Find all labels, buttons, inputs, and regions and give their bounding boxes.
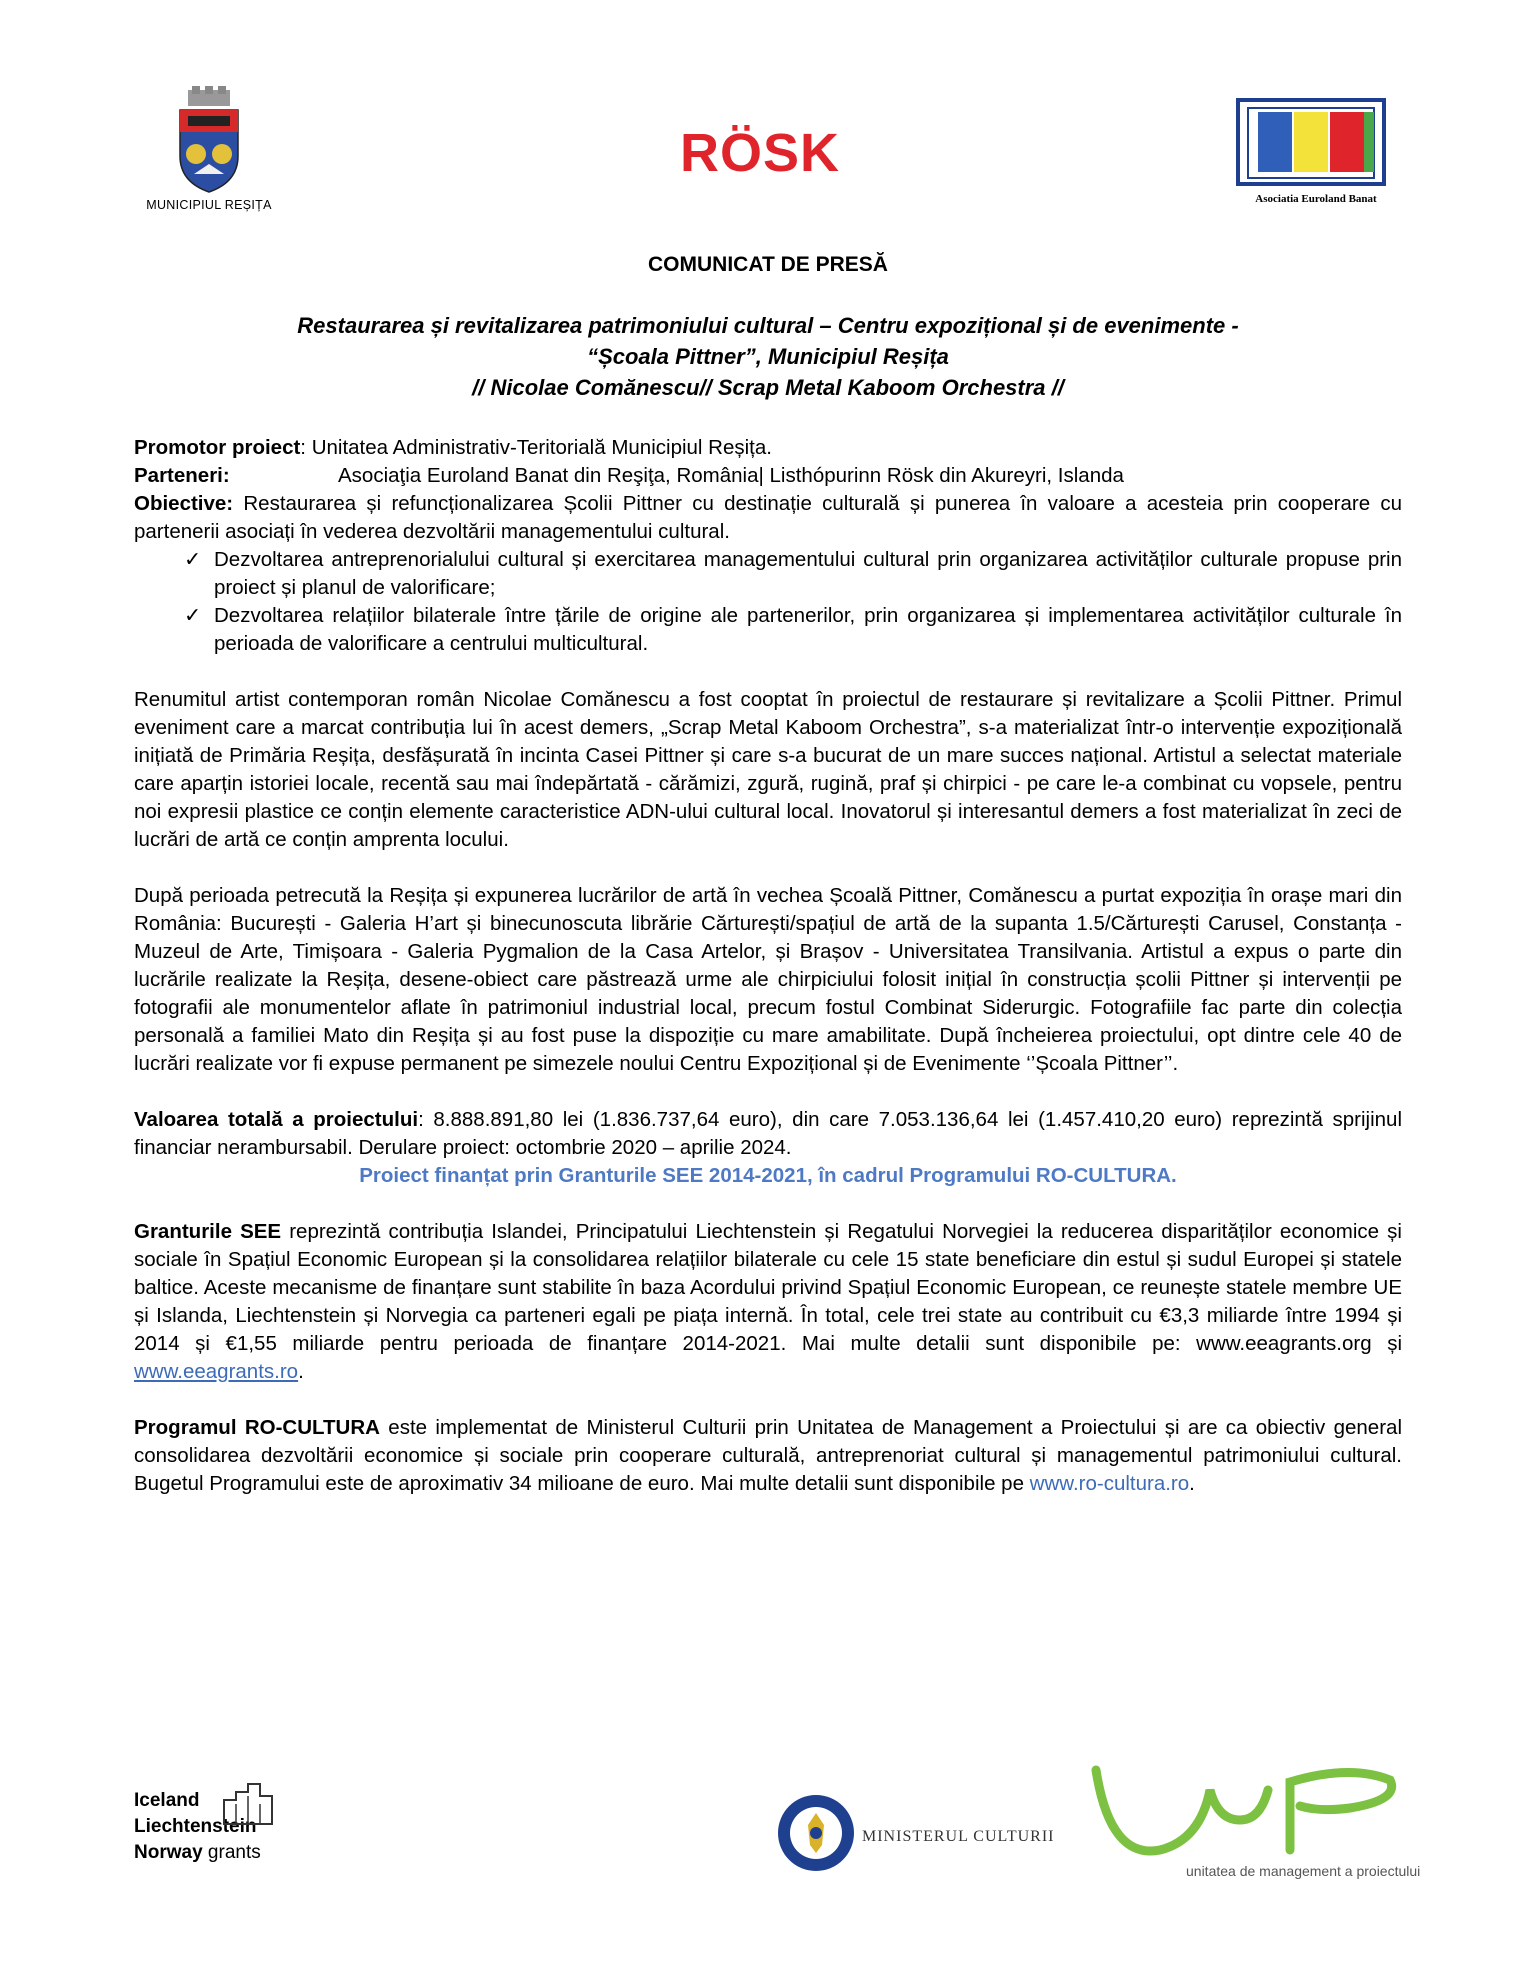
valoare-text: : 8.888.891,80 lei (1.836.737,64 euro), din care 7.053.136,64 lei (1.457.410,20 euro) reprezintă sprijinul financiar nerambursabil. Derulare proiect: octombrie 2020 – aprilie 2024.: [134, 1108, 1402, 1159]
grants-norway-word: Norway: [134, 1842, 203, 1863]
paragraph-ro-cultura: [134, 1414, 1402, 1498]
ro-cultura-text: este implementat de Ministerul Culturii prin Unitatea de Management a Proiectului și are ca obiectiv general consolidarea dezvoltării economice și sociale prin cooperare culturală, antreprenoriat cultural și managementul patrimoniului cultural. Bugetul Programului este de aproximativ 34 milioane de euro. Mai multe detalii sunt disponibile pe: [134, 1416, 1402, 1495]
eeagrants-link[interactable]: www.eeagrants.ro: [134, 1360, 299, 1383]
see-text: reprezintă contribuția Islandei, Principatului Liechtenstein și Regatului Norvegiei la reducerea disparităților economice și sociale în Spațiul Economic European și la consolidarea relațiilor bilaterale cu cele 15 state beneficiare din estul și sudul Europei și statele baltice. Aceste mecanisme de finanțare sunt stabilite în baza Acordului privind Spațiul Economic European, ce reunește statele membre UE și Islanda, Liechtenstein și Norvegia ca parteneri egali pe piața internă. În total, cele trei state au contribuit cu €3,3 miliarde între 1994 și 2014 și €1,55 miliarde pentru perioada de finanțare 2014-2021. Mai multe detalii sunt disponibile pe: www.eeagrants.org și: [134, 1220, 1402, 1355]
government-seal-icon: [776, 1793, 856, 1873]
euroland-logo-caption: Asociatia Euroland Banat: [1255, 193, 1377, 205]
euroland-banat-logo: [1236, 98, 1396, 205]
project-subtitle: [140, 310, 1396, 403]
ump-caption: unitatea de management a proiectului: [1186, 1863, 1421, 1879]
subtitle-line-3: // Nicolae Comănescu// Scrap Metal Kaboom Orchestra //: [472, 375, 1064, 400]
paragraph-artist: Renumitul artist contemporan român Nicolae Comănescu a fost cooptat în proiectul de restaurare și revitalizare a Școlii Pittner. Primul eveniment care a marcat contribuția lui în acest demers, „Scrap Metal Kaboom Orchestra”, s-a materializat într-o intervenție expozițională inițiată de Primăria Reșița, desfășurată în incinta Casei Pittner și care s-a bucurat de un mare succes național. Artistul a selectat materiale care aparțin istoriei locale, recentă sau mai îndepărtată - cărămizi, zgură, rugină, praf și chirpici - pe care le-a combinat cu vopsele, pentru noi expresii plastice ce conțin elemente caracteristice ADN-ului cultural local. Inovatorul și interesantul demers a fost materializat în zeci de lucrări de artă ce conțin amprenta locului.: [134, 688, 1402, 851]
subtitle-line-1: Restaurarea și revitalizarea patrimoniului cultural – Centru expozițional și de evenimente -: [297, 313, 1239, 338]
paragraph-see-grants: [134, 1218, 1402, 1386]
list-item: [184, 546, 1402, 602]
promotor-label: Promotor proiect: [134, 436, 301, 459]
list-item: [184, 602, 1402, 658]
promotor-text: : Unitatea Administrativ-Teritorială Municipiul Reșița.: [300, 436, 772, 459]
grants-line-norway: [134, 1840, 314, 1866]
objective-text: Dezvoltarea antreprenorialului cultural și exercitarea managementului cultural prin organizarea activităților culturale propuse prin proiect și planul de valorificare;: [214, 548, 1402, 599]
ro-cultura-label: Programul RO-CULTURA: [134, 1416, 380, 1439]
paragraph-value: [134, 1106, 1402, 1162]
paragraph-exhibitions: După perioada petrecută la Reșița și expunerea lucrărilor de artă în vechea Școală Pittner, Comănescu a purtat expoziția în orașe mari din România: București - Galeria H’art și binecunoscuta librărie Cărturești/spațiul de artă de la supanta 1.5/Cărturești Carusel, Constanța - Muzeul de Arte, Timișoara - Galeria Pygmalion de la Casa Artelor, și Brașov - Universitatea Transilvania. Artistul a expus o parte din lucrările realizate la Reșița, desene-obiect care păstrează urme ale chirpiciului folosit inițial în construcția școlii Pittner și intervenții pe fotografii ale monumentelor aflate în patrimoniul industrial local, precum fostul Combinat Siderurgic. Fotografiile fac parte din colecția personală a familiei Mato din Reșița și au fost puse la dispoziție cu mare amabilitate. După încheierea proiectului, opt dintre cele 40 de lucrări realizate vor fi expuse permanent pe simezele noului Centru Expozițional și de Evenimente ‘’Școala Pittner’’.: [134, 884, 1402, 1075]
ro-cultura-link[interactable]: www.ro-cultura.ro: [1029, 1472, 1190, 1495]
parteneri-text: Asociaţia Euroland Banat din Reşiţa, România| Listhópurinn Rösk din Akureyri, Islanda: [338, 464, 1124, 487]
objective-text: Dezvoltarea relațiilor bilaterale între țările de origine ale partenerilor, prin organizarea și implementarea activităților culturale în perioada de valorificare a centrului multicultural.: [214, 604, 1402, 655]
resita-coat-of-arms-icon: [174, 86, 244, 194]
checkmark-icon: ✓: [184, 604, 202, 627]
ro-cultura-end: .: [1189, 1472, 1195, 1495]
grants-line-liechtenstein: Liechtenstein: [134, 1816, 257, 1837]
obiective-line: [134, 490, 1402, 546]
norway-grants-logo: [134, 1788, 314, 1866]
ministerul-culturii-logo: [776, 1788, 1076, 1878]
parteneri-label: Parteneri:: [134, 464, 230, 487]
ump-swoosh-icon: [1090, 1760, 1410, 1860]
promotor-line: [134, 434, 1402, 462]
parteneri-line: [134, 462, 1402, 490]
grants-building-icon: [222, 1782, 278, 1826]
grants-word: grants: [202, 1842, 261, 1863]
rosk-logo: RÖSK: [680, 123, 841, 183]
grants-line-iceland: Iceland: [134, 1790, 200, 1811]
euroland-flag-icon: [1236, 98, 1386, 186]
page-title: COMUNICAT DE PRESĂ: [648, 253, 888, 276]
valoare-label: Valoarea totală a proiectului: [134, 1108, 419, 1131]
see-label: Granturile SEE: [134, 1220, 282, 1243]
funding-statement: Proiect finanțat prin Granturile SEE 2014-2021, în cadrul Programului RO-CULTURA.: [359, 1164, 1177, 1187]
see-end: .: [298, 1360, 304, 1383]
checkmark-icon: ✓: [184, 548, 202, 571]
obiective-label: Obiective:: [134, 492, 234, 515]
objectives-list: [134, 546, 1402, 658]
subtitle-line-2: “Școala Pittner”, Municipiul Reșița: [587, 344, 949, 369]
ump-logo: [1090, 1760, 1421, 1890]
press-release-body: [134, 434, 1402, 1498]
obiective-text: Restaurarea și refuncționalizarea Școlii Pittner cu destinație culturală și punerea în valoare a acesteia prin cooperare cu partenerii asociați în vederea dezvoltării managementului cultural.: [134, 492, 1402, 543]
resita-logo-caption: MUNICIPIUL REȘIȚA: [146, 198, 272, 212]
municipiul-resita-logo: [134, 86, 284, 212]
ministry-name: MINISTERUL CULTURII: [862, 1828, 1055, 1845]
